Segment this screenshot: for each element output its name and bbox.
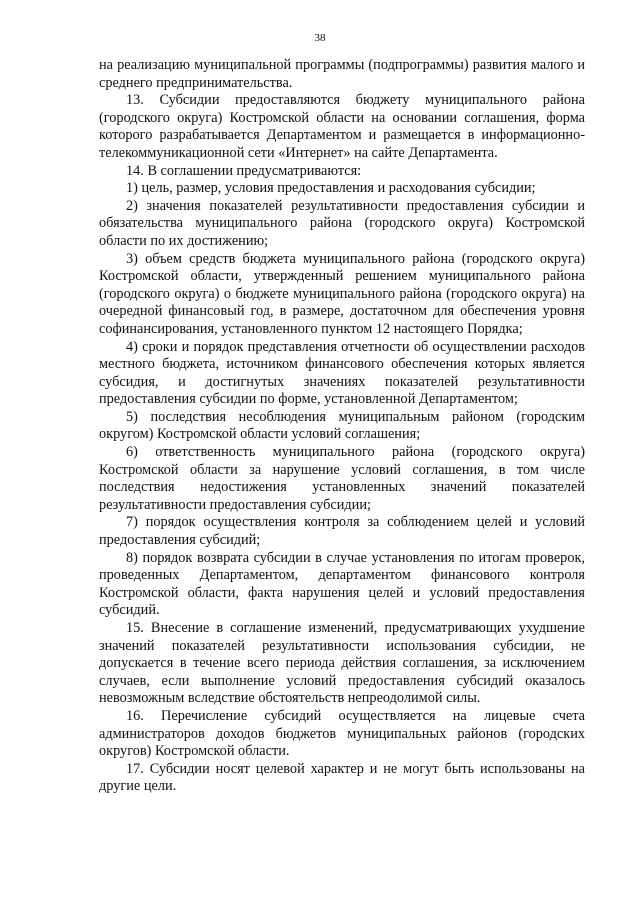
page-number: 38 [314, 32, 326, 44]
list-item-2: 2) значения показателей результативности предоставления субсидии и обязательства муниципального района (городского округа) Костромской области по их достижению; [99, 197, 585, 249]
list-item-1: 1) цель, размер, условия предоставления и расходования субсидии; [126, 180, 536, 197]
paragraph-15: 15. Внесение в соглашение изменений, предусматривающих ухудшение значений показателей результативности использования субсидии, не допускается в течение всего периода действия соглашения, за исключением случаев, если выполнение условий предоставления субсидий оказалось невозможным вследствие обстоятельств непреодолимой силы. [99, 620, 585, 707]
paragraph-16: 16. Перечисление субсидий осуществляется на лицевые счета администраторов доходов бюджетов муниципальных районов (городских округов) Костромской области. [99, 707, 585, 760]
list-item-4: 4) сроки и порядок представления отчетности об осуществлении расходов местного бюджета, источником финансового обеспечения которых является субсидия, и достигнутых значениях показателей результативности предоставления субсидии по форме, установленной Департаментом; [99, 338, 585, 408]
list-item-8: 8) порядок возврата субсидии в случае установления по итогам проверок, проведенных Департаментом, департаментом финансового контроля Костромской области, факта нарушения целей и условий предоставления субсидий. [99, 549, 585, 619]
list-item-6: 6) ответственность муниципального района (городского округа) Костромской области за нарушение условий соглашения, в том числе последствия недостижения установленных значений показателей результативности предоставления субсидии; [99, 444, 585, 513]
document-body [99, 57, 585, 796]
paragraph-14: 14. В соглашении предусматриваются: [126, 162, 362, 179]
paragraph-17: 17. Субсидии носят целевой характер и не могут быть использованы на другие цели. [99, 760, 585, 795]
list-item-5: 5) последствия несоблюдения муниципальным районом (городским округом) Костромской области условий соглашения; [99, 408, 585, 443]
list-item-3: 3) объем средств бюджета муниципального района (городского округа) Костромской области, утвержденный решением муниципального района (городского округа) о бюджете муниципального района (городского округа) на очередной финансовый год, в размере, достаточном для обеспечения уровня софинансирования, установленного пунктом 12 настоящего Порядка; [99, 250, 585, 337]
paragraph-13: 13. Субсидии предоставляются бюджету муниципального района (городского округа) Костромской области на основании соглашения, форма которого разрабатывается Департаментом и размещается в информационно-телекоммуникационной сети «Интернет» на сайте Департамента. [99, 92, 585, 161]
list-item-7: 7) порядок осуществления контроля за соблюдением целей и условий предоставления субсидий; [99, 514, 585, 549]
paragraph-continuation: на реализацию муниципальной программы (подпрограммы) развития малого и среднего предпринимательства. [99, 57, 585, 91]
